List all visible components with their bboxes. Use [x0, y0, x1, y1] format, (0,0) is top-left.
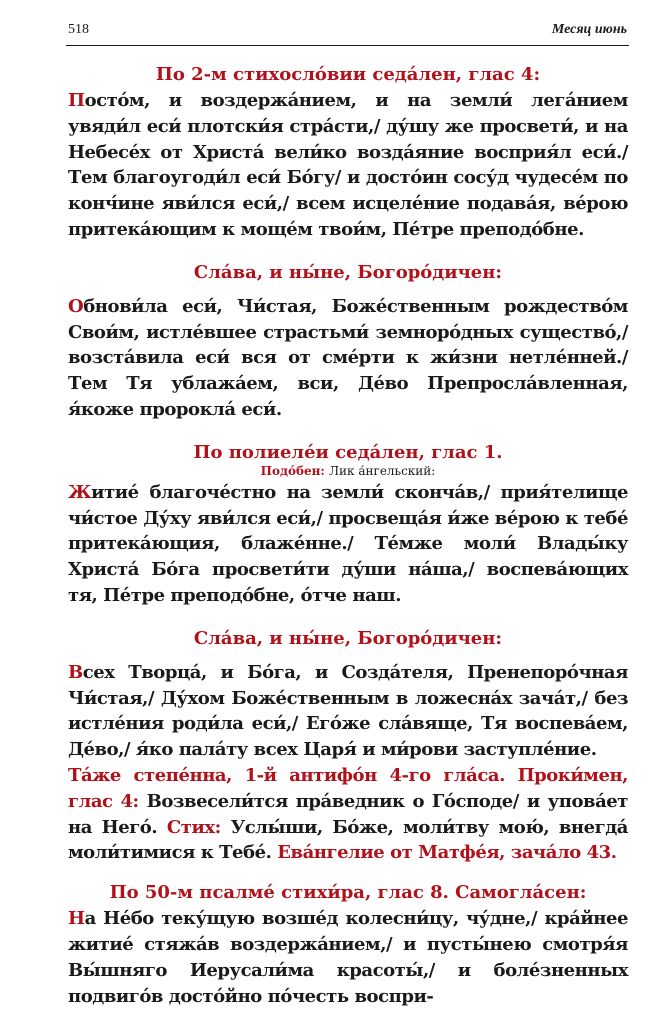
section-heading-stichera: По 50-м псалме́ стихи́ра, глас 8. Самогла́сен: — [109, 882, 587, 904]
section-heading-sedalen-1: По 2-м стихосло́вии седа́лен, глас 4: — [155, 64, 541, 85]
hymn-paragraph-2 — [68, 294, 628, 423]
hymn-text: осто́м, и воздержа́нием, и на земли́ лега́нием увяди́л еси́ плотски́я стра́сти,/ ду́шу же просвети́, и на Небесе́х от Христа́ вели́ко возда́яние восприя́л еси́./ Тем благоугоди́л еси́ Бо́гу/ и досто́ин сосу́д чудесе́м по конч́ине яви́лся еси́,/ всем исцеле́ние подава́я, ве́рою притека́ющим к моще́м твои́м, Пе́тре преподо́бне. — [68, 90, 628, 240]
page-number: 518 — [68, 22, 89, 37]
section-heading-sedalen-polyeleos: По полиеле́и седа́лен, глас 1. — [193, 441, 503, 463]
hymn-text: сех Творца́, и Бо́га, и Созда́теля, Пренепоро́чная Чи́стая,/ Ду́хом Боже́ственным в ложесна́х зача́т,/ без истле́ния роди́ла еси́,/ Его́же сла́вяще, Тя воспева́ем, Де́во,/ я́ко пала́ту всех Царя́ и ми́рови заступле́ние. — [68, 661, 628, 761]
hymn-paragraph-3 — [68, 480, 628, 609]
initial-letter: Ж — [68, 481, 92, 503]
section-heading-theotokion-1: Сла́ва, и ны́не, Богоро́дичен: — [193, 261, 503, 283]
rubric-gospel: Ева́нгелие от Матфе́я, зача́ло 43. — [277, 842, 617, 864]
page-body — [68, 62, 628, 1009]
hymn-text: бнови́ла еси́, Чи́стая, Боже́ственным рождество́м Свои́м, истле́вшее страстьми́ земноро́дных существо́,/ возста́вила еси́ вся от сме́рти к жи́зни нетле́нней./ Тем Тя ублажа́ем, вси, Де́во Препросла́вленная, я́коже пророкла́ еси́. — [68, 295, 628, 420]
running-title: Месяц июнь — [551, 22, 627, 37]
initial-letter: О — [68, 295, 84, 317]
podoben-label: Подо́бен: — [260, 463, 325, 478]
hymn-text: итие́ благоче́стно на земли́ сконча́в,/ прия́телище чи́стое Ду́ху яви́лся еси́,/ просвеща́я и́же ве́рою к тебе́ притека́ющия, блаже́нне./ Те́мже моли́ Влады́ку Христа́ Бо́га просвети́ти ду́ши на́ша,/ воспева́ющих тя, Пе́тре преподо́бне, о́тче наш. — [68, 481, 628, 606]
page-header — [68, 22, 627, 40]
initial-letter: Н — [68, 908, 85, 930]
hymn-paragraph-4 — [68, 660, 628, 763]
initial-letter: П — [68, 90, 85, 111]
hymn-text: а Не́бо теку́щую возше́д колесни́цу, чу́дне,/ кра́йнее житие́ стяжа́в воздержа́нием,/ и пусты́нею смотря́я Вы́шняго Иерусали́ма красоты́,/ и боле́зненных подвиго́в досто́йно по́честь воспри- — [68, 908, 628, 1007]
podoben-text: Лик а́нгельский: — [329, 463, 436, 478]
header-rule — [66, 45, 629, 46]
hymn-paragraph-5 — [68, 906, 628, 1009]
rubric-antiphon-prokeimenon: Та́же степе́нна, 1-й антифо́н 4-го гла́са. Проки́мен, глас 4: — [68, 764, 628, 812]
initial-letter: В — [68, 661, 83, 683]
podoben-line — [68, 464, 628, 478]
prokeimenon-text: Возвесели́тся пра́ведник о Го́споде/ и упова́ет на Него́. — [68, 790, 628, 838]
rubric-verse-label: Стих: — [166, 816, 221, 838]
rubric-paragraph — [68, 763, 628, 866]
section-heading-theotokion-2: Сла́ва, и ны́не, Богоро́дичен: — [193, 627, 503, 649]
hymn-paragraph-1 — [68, 88, 628, 243]
verse-text: Услы́ши, Бо́же, моли́тву мою́, внегда́ моли́тимися к Тебе́. — [68, 816, 628, 864]
